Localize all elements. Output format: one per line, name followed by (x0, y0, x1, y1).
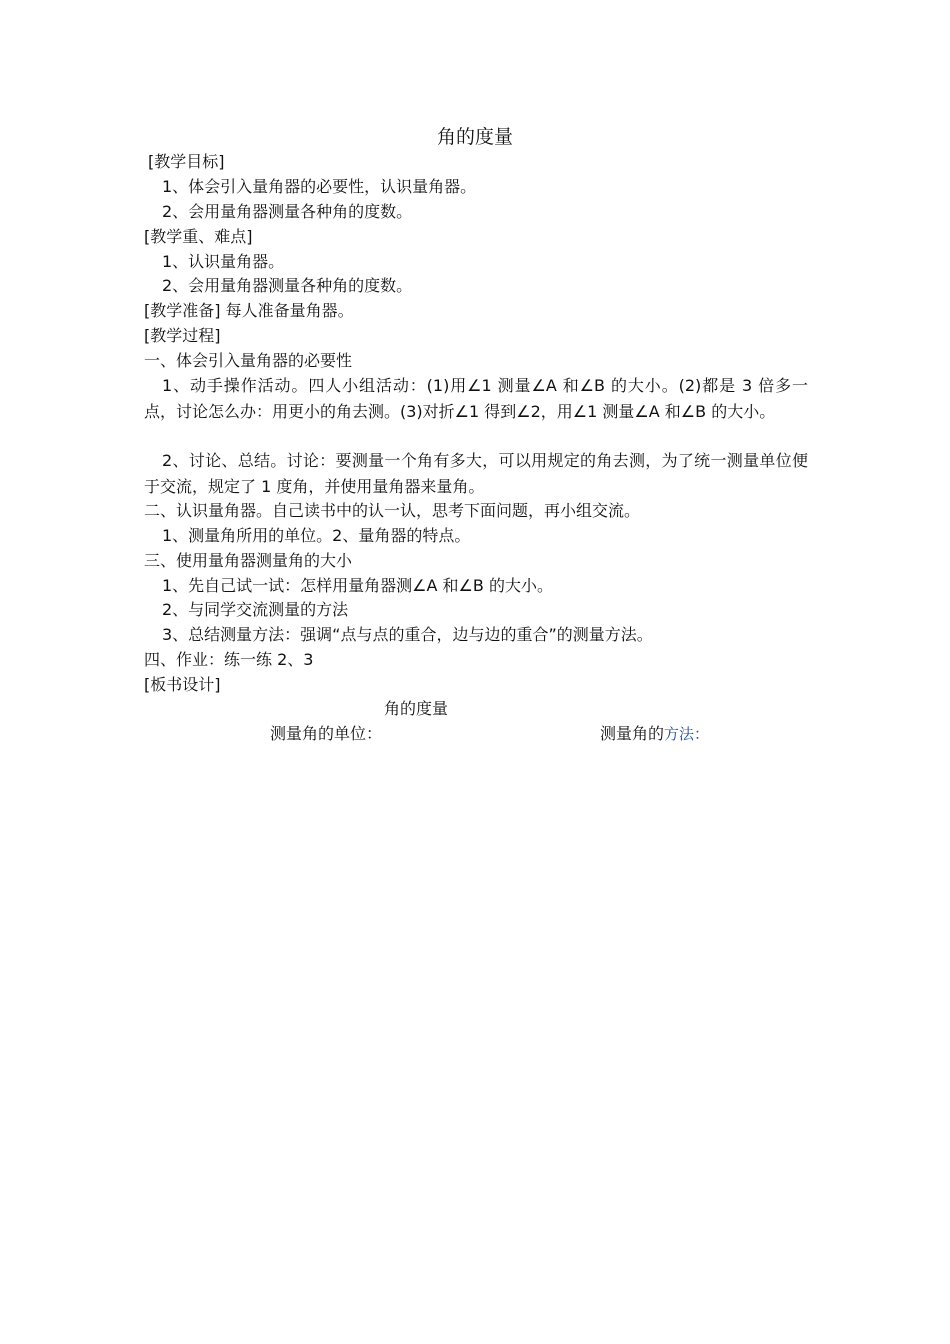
section-1-heading: 一、体会引入量角器的必要性 (144, 351, 353, 370)
board-method-blue: 方法： (664, 725, 710, 743)
board-heading: [板书设计] (144, 675, 221, 694)
section-3-item: 3、总结测量方法：强调“点与点的重合，边与边的重合”的测量方法。 (162, 625, 653, 644)
section-4-heading: 四、作业：练一练 2、3 (144, 650, 314, 669)
section-1-paragraph-2: 2、讨论、总结。讨论：要测量一个角有多大，可以用规定的角去测，为了统一测量单位便于交流，规定了 1 度角，并使用量角器来量角。 (144, 451, 808, 496)
section-2-heading: 二、认识量角器。自己读书中的认一认，思考下面问题，再小组交流。 (144, 501, 641, 520)
prep-line: [教学准备] 每人准备量角器。 (144, 301, 354, 320)
page-title: 角的度量 (436, 126, 513, 148)
keypoint-item: 2、会用量角器测量各种角的度数。 (162, 276, 413, 295)
board-method-main: 测量角的 (600, 724, 665, 743)
section-3-item: 2、与同学交流测量的方法 (162, 600, 349, 619)
keypoints-heading: [教学重、难点] (144, 227, 253, 246)
board-method-label (600, 722, 709, 746)
section-3-heading: 三、使用量角器测量角的大小 (144, 551, 353, 570)
section-3-item: 1、先自己试一试：怎样用量角器测∠A 和∠B 的大小。 (162, 576, 553, 595)
goal-item: 1、体会引入量角器的必要性，认识量角器。 (162, 177, 477, 196)
keypoint-item: 1、认识量角器。 (162, 252, 285, 271)
goals-heading: [教学目标] (148, 152, 225, 171)
process-heading: [教学过程] (144, 326, 221, 345)
section-2-item: 1、测量角所用的单位。2、量角器的特点。 (162, 526, 471, 545)
section-1-paragraph-1: 1、动手操作活动。四人小组活动：(1)用∠1 测量∠A 和∠B 的大小。(2)都是 3 倍多一点，讨论怎么办：用更小的角去测。(3)对折∠1 得到∠2，用∠1 测量∠A 和∠B 的大小。 (144, 376, 808, 421)
goal-item: 2、会用量角器测量各种角的度数。 (162, 202, 413, 221)
board-title: 角的度量 (384, 699, 449, 718)
board-unit-label: 测量角的单位： (270, 724, 383, 743)
